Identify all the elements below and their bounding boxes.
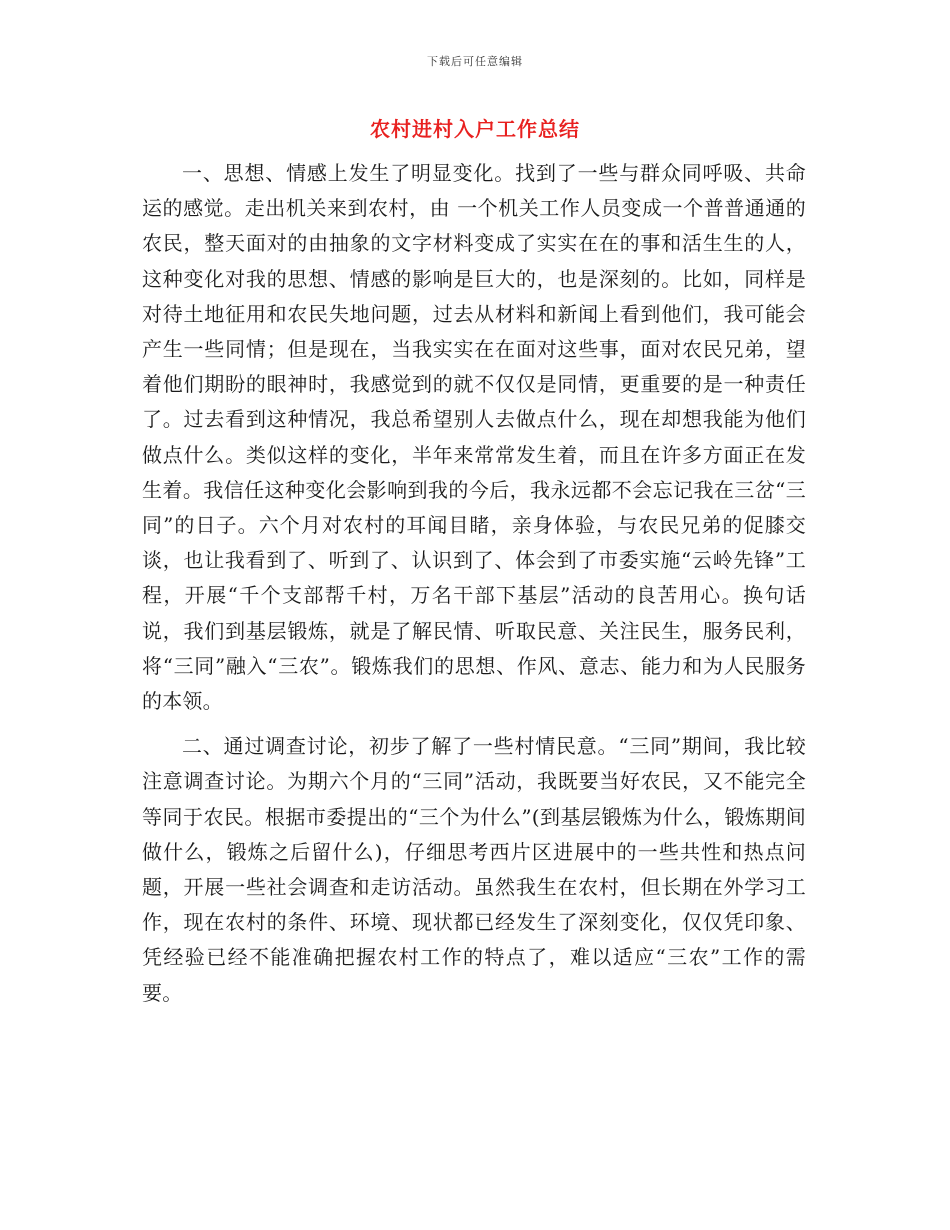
document-title: 农村进村入户工作总结 <box>370 117 580 141</box>
paragraph-1: 一、思想、情感上发生了明显变化。找到了一些与群众同呼吸、共命运的感觉。走出机关来到农村，由 一个机关工作人员变成一个普普通通的农民，整天面对的由抽象的文字材料变成了实实在在的事和活生生的人，这种变化对我的思想、情感的影响是巨大的，也是深刻的。比如，同样是对待土地征用和农民失地问题，过去从材料和新闻上看到他们，我可能会产生一些同情；但是现在，当我实实在在面对这些事，面对农民兄弟，望着他们期盼的眼神时，我感觉到的就不仅仅是同情，更重要的是一种责任了。过去看到这种情况，我总希望别人去做点什么，现在却想我能为他们做点什么。类似这样的变化，半年来常常发生着，而且在许多方面正在发生着。我信任这种变化会影响到我的今后，我永远都不会忘记我在三岔“三同”的日子。六个月对农村的耳闻目睹，亲身体验，与农民兄弟的促膝交谈，也让我看到了、听到了、认识到了、体会到了市委实施“云岭先锋”工程，开展“千个支部帮千村，万名干部下基层”活动的良苦用心。换句话说，我们到基层锻炼，就是了解民情、听取民意、关注民生，服务民利，将“三同”融入“三农”。锻炼我们的思想、作风、意志、能力和为人民服务的本领。 <box>142 161 806 714</box>
document-body <box>142 156 806 1011</box>
page-header-note: 下载后可任意编辑 <box>427 55 523 68</box>
paragraph-2: 二、通过调查讨论，初步了解了一些村情民意。“三同”期间，我比较注意调查讨论。为期六个月的“三同”活动，我既要当好农民，又不能完全等同于农民。根据市委提出的“三个为什么”(到基层锻炼为什么，锻炼期间做什么，锻炼之后留什么)，仔细思考西片区进展中的一些共性和热点问题，开展一些社会调查和走访活动。虽然我生在农村，但长期在外学习工作，现在农村的条件、环境、现状都已经发生了深刻变化，仅仅凭印象、凭经验已经不能准确把握农村工作的特点了，难以适应“三农”工作的需要。 <box>142 734 806 1005</box>
